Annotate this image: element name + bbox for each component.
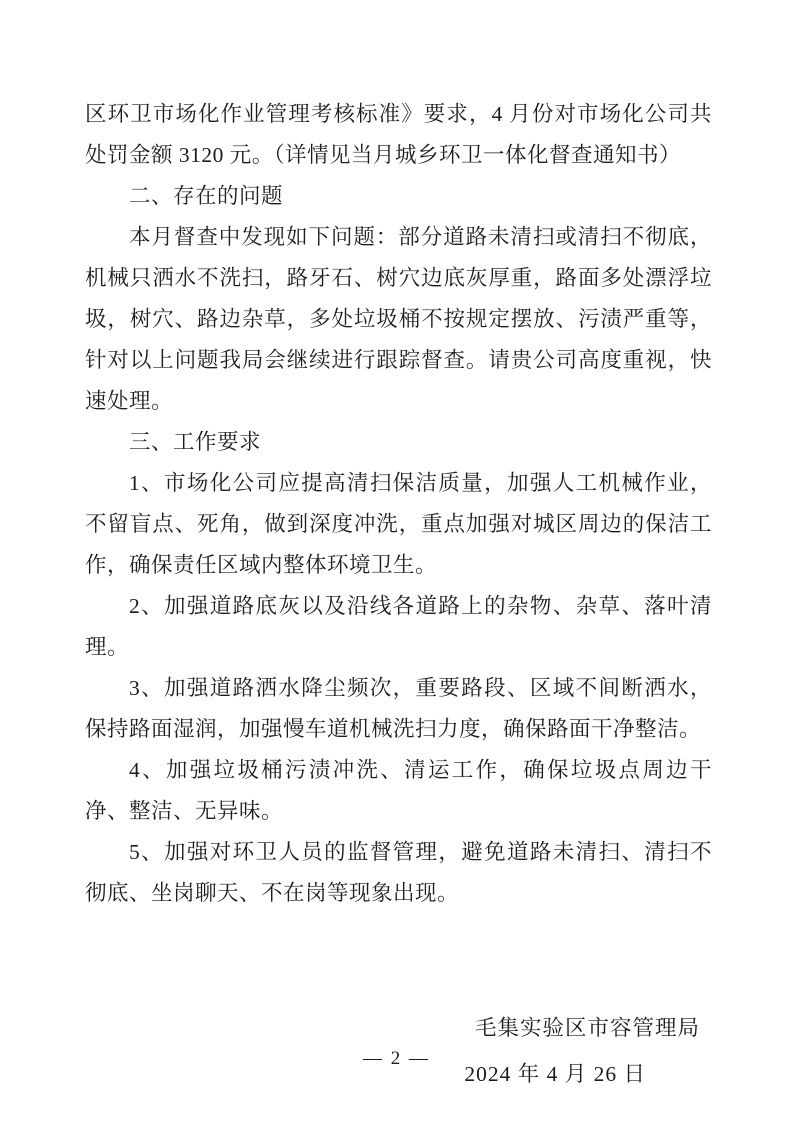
requirement-item-1: 1、市场化公司应提高清扫保洁质量，加强人工机械作业，不留盲点、死角，做到深度冲洗，重点加强对城区周边的保洁工作，确保责任区域内整体环境卫生。 (85, 471, 712, 577)
signature-date: 2024 年 4 月 26 日 (464, 1062, 646, 1086)
signature-organization: 毛集实验区市容管理局 (474, 1016, 700, 1040)
requirement-item-4: 4、加强垃圾桶污渍冲洗、清运工作，确保垃圾点周边干净、整洁、无异味。 (85, 758, 712, 823)
page-footer (0, 1048, 793, 1070)
page-number: — 2 — (363, 1048, 430, 1069)
section-heading-requirements: 三、工作要求 (129, 430, 262, 454)
document-body (85, 94, 712, 1095)
requirement-item-2: 2、加强道路底灰以及沿线各道路上的杂物、杂草、落叶清理。 (85, 594, 712, 659)
requirement-item-5: 5、加强对环卫人员的监督管理，避免道路未清扫、清扫不彻底、坐岗聊天、不在岗等现象出现。 (85, 840, 712, 905)
paragraph-continuation: 区环卫市场化作业管理考核标准》要求，4 月份对市场化公司共处罚金额 3120 元。（详情见当月城乡环卫一体化督查通知书） (85, 102, 712, 167)
paragraph-problems-detail: 本月督查中发现如下问题：部分道路未清扫或清扫不彻底，机械只洒水不洗扫，路牙石、树穴边底灰厚重，路面多处漂浮垃圾，树穴、路边杂草，多处垃圾桶不按规定摆放、污渍严重等，针对以上问题我局会继续进行跟踪督查。请贵公司高度重视，快速处理。 (85, 225, 712, 413)
section-heading-problems: 二、存在的问题 (129, 184, 284, 208)
requirement-item-3: 3、加强道路洒水降尘频次，重要路段、区域不间断洒水，保持路面湿润，加强慢车道机械洗扫力度，确保路面干净整洁。 (85, 676, 712, 741)
